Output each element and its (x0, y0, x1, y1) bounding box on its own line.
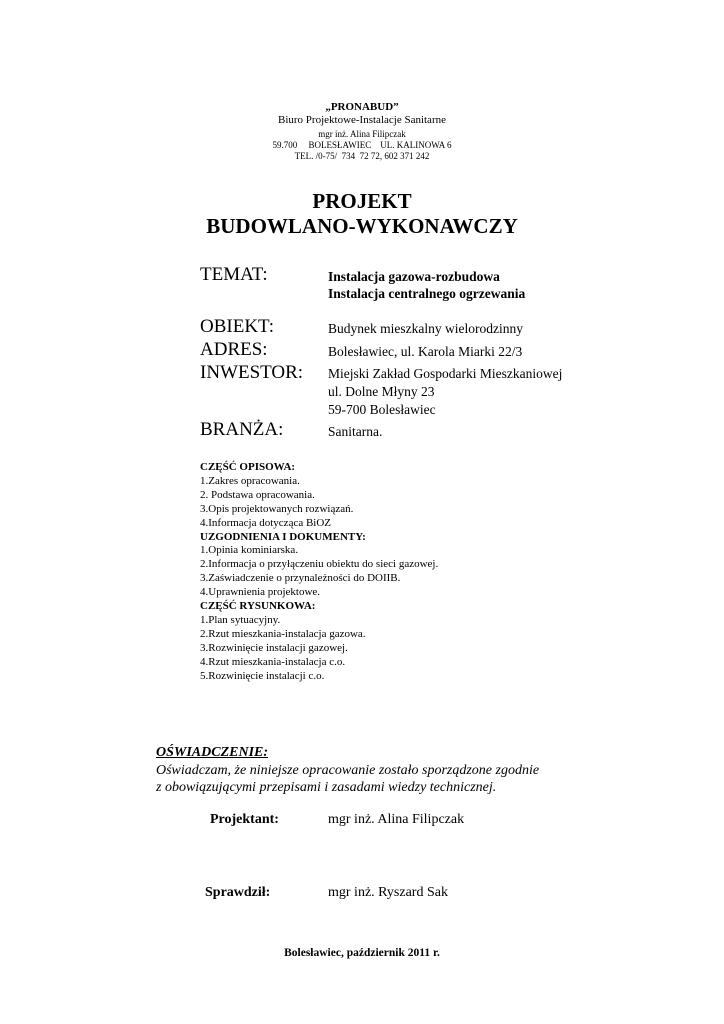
company-address: 59.700 BOLESŁAWIEC UL. KALINOWA 6 (272, 140, 452, 150)
company-name: „PRONABUD” (325, 101, 399, 113)
declaration-line-2: z obowiązującymi przepisami i zasadami wiedzy technicznej. (156, 780, 497, 795)
adres-label: ADRES: (200, 339, 268, 360)
place-date: Bolesławiec, październik 2011 r. (284, 947, 440, 959)
list-item: 1.Opinia kominiarska. (200, 544, 299, 557)
list-item: 3.Rozwinięcie instalacji gazowej. (200, 641, 348, 654)
declaration-line-1: Oświadczam, że niniejsze opracowanie zostało sporządzone zgodnie (156, 762, 540, 778)
list-item: 2.Rzut mieszkania-instalacja gazowa. (200, 627, 366, 640)
obiekt-value: Budynek mieszkalny wielorodzinny (328, 321, 523, 336)
document-title-line2: BUDOWLANO-WYKONAWCZY (206, 214, 518, 238)
inwestor-value-3: 59-700 Bolesławiec (328, 402, 436, 417)
list-item: 1.Plan sytuacyjny. (200, 613, 281, 626)
list-item: 3.Zaświadczenie o przynależności do DOIIB. (200, 572, 401, 585)
declaration-title: OŚWIADCZENIE: (156, 745, 269, 760)
list-item: 1.Zakres opracowania. (200, 474, 300, 487)
obiekt-label: OBIEKT: (200, 316, 274, 337)
temat-label: TEMAT: (200, 264, 268, 285)
section-heading-opisowa: CZĘŚĆ OPISOWA: (200, 461, 296, 473)
list-item: 5.Rozwinięcie instalacji c.o. (200, 669, 325, 682)
inwestor-label: INWESTOR: (200, 362, 304, 383)
section-heading-rysunkowa: CZĘŚĆ RYSUNKOWA: (200, 600, 316, 613)
list-item: 4.Uprawnienia projektowe. (200, 586, 321, 599)
list-item: 4.Rzut mieszkania-instalacja c.o. (200, 655, 346, 668)
section-heading-uzgodnienia: UZGODNIENIA I DOKUMENTY: (200, 530, 366, 543)
projektant-value: mgr inż. Alina Filipczak (328, 812, 465, 827)
sprawdzil-label: Sprawdził: (205, 885, 271, 900)
declaration (156, 744, 539, 797)
projektant-label: Projektant: (210, 812, 279, 827)
document-title-line1: PROJEKT (312, 189, 412, 213)
company-subtitle: Biuro Projektowe-Instalacje Sanitarne (277, 114, 446, 126)
branza-label: BRANŻA: (200, 419, 284, 440)
adres-value: Bolesławiec, ul. Karola Miarki 22/3 (328, 344, 523, 359)
branza-value: Sanitarna. (328, 424, 383, 439)
list-item: 4.Informacja dotycząca BiOZ (200, 516, 332, 529)
inwestor-value-1: Miejski Zakład Gospodarki Mieszkaniowej (328, 366, 563, 381)
list-item: 3.Opis projektowanych rozwiązań. (200, 502, 354, 515)
contents-list (200, 461, 438, 684)
list-item: 2. Podstawa opracowania. (200, 488, 315, 501)
temat-value-2: Instalacja centralnego ogrzewania (328, 286, 526, 301)
sprawdzil-value: mgr inż. Ryszard Sak (328, 885, 448, 900)
list-item: 2.Informacja o przyłączeniu obiektu do sieci gazowej. (200, 558, 439, 571)
company-phone: TEL. /0-75/ 734 72 72, 602 371 242 (294, 151, 430, 161)
inwestor-value-2: ul. Dolne Młyny 23 (328, 384, 435, 399)
temat-value-1: Instalacja gazowa-rozbudowa (328, 269, 500, 284)
company-owner: mgr inż. Alina Filipczak (318, 129, 406, 139)
